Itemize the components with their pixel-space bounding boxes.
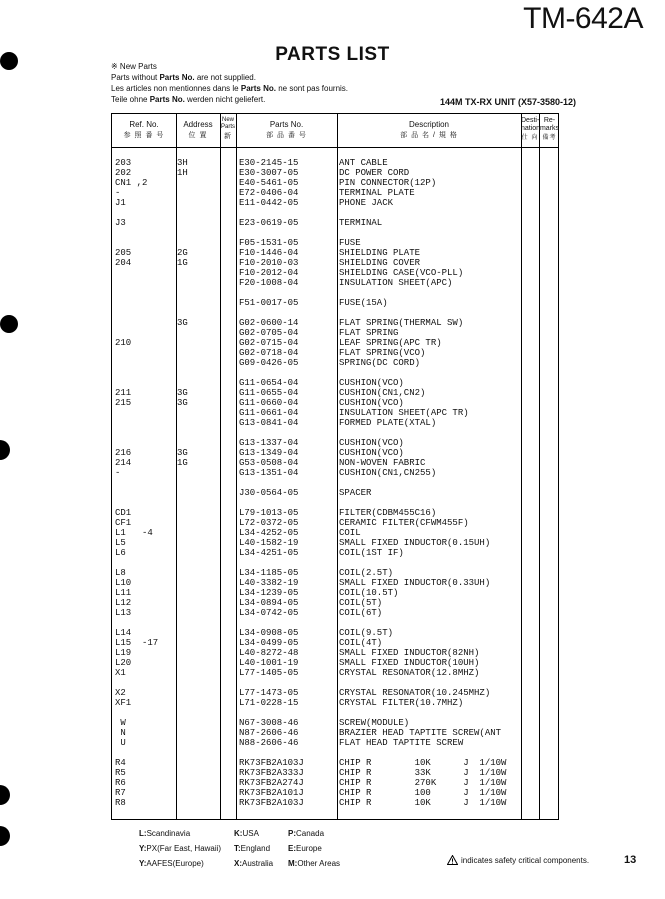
table-row: [112, 348, 558, 358]
safety-text: indicates safety critical components.: [461, 855, 590, 865]
ref-cell: X1: [115, 668, 126, 678]
ref-cell: L14: [115, 628, 132, 638]
legend-item: X:Australia: [234, 859, 274, 868]
legend-item: L:Scandinavia: [139, 829, 191, 838]
parts-no-cell: E30-3007-05: [239, 168, 299, 178]
address-cell: 3G: [177, 398, 188, 408]
parts-no-cell: G13-1351-04: [239, 468, 299, 478]
table-row: [112, 338, 558, 348]
table-row: [112, 528, 558, 538]
parts-no-cell: G11-0661-04: [239, 408, 299, 418]
table-row: [112, 418, 558, 428]
table-row: [112, 168, 558, 178]
parts-no-cell: L40-1582-19: [239, 538, 299, 548]
table-row: [112, 588, 558, 598]
description-cell: SMALL FIXED INDUCTOR(10UH): [339, 658, 480, 668]
table-row: [112, 358, 558, 368]
table-row: [112, 518, 558, 528]
warning-triangle-icon: [447, 855, 458, 865]
description-cell: CUSHION(CN1,CN255): [339, 468, 437, 478]
ref-cell: L1 -4: [115, 528, 153, 538]
description-cell: NON-WOVEN FABRIC: [339, 458, 426, 468]
description-cell: SHIELDING COVER: [339, 258, 421, 268]
table-row: [112, 158, 558, 168]
table-row: [112, 688, 558, 698]
parts-no-cell: L34-4251-05: [239, 548, 299, 558]
ref-cell: -: [115, 468, 121, 478]
parts-no-cell: L40-1001-19: [239, 658, 299, 668]
ref-cell: CF1: [115, 518, 132, 528]
ref-cell: R6: [115, 778, 126, 788]
parts-no-cell: L34-0499-05: [239, 638, 299, 648]
unit-label: 144M TX-RX UNIT (X57-3580-12): [440, 97, 577, 107]
ref-cell: L13: [115, 608, 132, 618]
parts-no-cell: G02-0718-04: [239, 348, 299, 358]
table-row: [112, 718, 558, 728]
table-row: [112, 798, 558, 808]
table-row: [112, 248, 558, 258]
table-row: [112, 548, 558, 558]
description-cell: FLAT SPRING(THERMAL SW): [339, 318, 464, 328]
description-cell: COIL(5T): [339, 598, 383, 608]
parts-no-cell: L77-1473-05: [239, 688, 299, 698]
description-cell: PHONE JACK: [339, 198, 394, 208]
header-address: Address 位 置: [183, 120, 213, 139]
parts-no-cell: L34-1239-05: [239, 588, 299, 598]
table-row: [112, 608, 558, 618]
description-cell: FLAT SPRING(VCO): [339, 348, 426, 358]
ref-cell: 211: [115, 388, 132, 398]
ref-cell: R4: [115, 758, 126, 768]
header-description: Description 部 品 名 / 規 格: [400, 120, 458, 139]
header-parts-no: Parts No. 部 品 番 号: [266, 120, 307, 139]
description-cell: SPACER: [339, 488, 372, 498]
parts-no-cell: F05-1531-05: [239, 238, 299, 248]
description-cell: CUSHION(VCO): [339, 438, 404, 448]
ref-cell: L5: [115, 538, 126, 548]
legend-item: Y:AAFES(Europe): [139, 859, 204, 868]
ref-cell: 202: [115, 168, 132, 178]
header-new: New Parts 新: [220, 117, 235, 140]
ref-cell: L6: [115, 548, 126, 558]
ref-cell: L11: [115, 588, 132, 598]
binder-hole: [0, 315, 18, 333]
ref-cell: L10: [115, 578, 132, 588]
description-cell: CHIP R 100 J 1/10W: [339, 788, 507, 798]
ref-cell: J3: [115, 218, 126, 228]
ref-cell: XF1: [115, 698, 132, 708]
table-row: [112, 488, 558, 498]
description-cell: FLAT HEAD TAPTITE SCREW: [339, 738, 464, 748]
note-line: Teile ohne Parts No. werden nicht geliefert.: [111, 95, 266, 104]
table-row: [112, 258, 558, 268]
table-row: [112, 438, 558, 448]
parts-no-cell: E11-0442-05: [239, 198, 299, 208]
description-cell: CUSHION(CN1,CN2): [339, 388, 426, 398]
parts-no-cell: L79-1013-05: [239, 508, 299, 518]
model-number: TM-642A: [523, 2, 643, 35]
table-row: [112, 268, 558, 278]
parts-no-cell: G11-0654-04: [239, 378, 299, 388]
address-cell: 1H: [177, 168, 188, 178]
legend-item: T:England: [234, 844, 271, 853]
ref-cell: -: [115, 188, 121, 198]
notes: [111, 61, 348, 105]
legend-item: E:Europe: [288, 844, 322, 853]
ref-cell: CD1: [115, 508, 132, 518]
table-row: [112, 238, 558, 248]
table-row: [112, 628, 558, 638]
parts-no-cell: N88-2606-46: [239, 738, 299, 748]
parts-no-cell: F10-2012-04: [239, 268, 299, 278]
ref-cell: U: [115, 738, 126, 748]
parts-no-cell: G11-0655-04: [239, 388, 299, 398]
parts-no-cell: G13-1349-04: [239, 448, 299, 458]
description-cell: BRAZIER HEAD TAPTITE SCREW(ANT: [339, 728, 502, 738]
table-row: [112, 698, 558, 708]
parts-no-cell: G02-0705-04: [239, 328, 299, 338]
table-row: [112, 738, 558, 748]
table-row: [112, 458, 558, 468]
description-cell: COIL: [339, 528, 361, 538]
ref-cell: CN1 ,2: [115, 178, 148, 188]
header-divider: [112, 147, 558, 148]
table-row: [112, 658, 558, 668]
legend-item: M:Other Areas: [288, 859, 341, 868]
table-row: [112, 758, 558, 768]
description-cell: CHIP R 270K J 1/10W: [339, 778, 507, 788]
parts-no-cell: RK73FB2A101J: [239, 788, 304, 798]
table-row: [112, 198, 558, 208]
description-cell: SHIELDING CASE(VCO-PLL): [339, 268, 464, 278]
parts-no-cell: F51-0017-05: [239, 298, 299, 308]
table-row: [112, 318, 558, 328]
parts-no-cell: RK73FB2A103J: [239, 798, 304, 808]
parts-no-cell: G09-0426-05: [239, 358, 299, 368]
note-line: ※ New Parts: [111, 62, 157, 71]
table-row: [112, 598, 558, 608]
address-cell: 3G: [177, 448, 188, 458]
table-row: [112, 648, 558, 658]
binder-hole: [0, 826, 10, 846]
parts-no-cell: L72-0372-05: [239, 518, 299, 528]
parts-no-cell: L71-0228-15: [239, 698, 299, 708]
legend-row: [139, 826, 340, 841]
description-cell: CERAMIC FILTER(CFWM455F): [339, 518, 469, 528]
description-cell: INSULATION SHEET(APC): [339, 278, 453, 288]
ref-cell: L20: [115, 658, 132, 668]
address-cell: 3G: [177, 318, 188, 328]
description-cell: DC POWER CORD: [339, 168, 410, 178]
description-cell: ANT CABLE: [339, 158, 388, 168]
description-cell: CRYSTAL RESONATOR(12.8MHZ): [339, 668, 480, 678]
table-row: [112, 668, 558, 678]
legend-item: Y:PX(Far East, Hawaii): [139, 844, 222, 853]
table-row: [112, 788, 558, 798]
description-cell: CUSHION(VCO): [339, 448, 404, 458]
parts-no-cell: E23-0619-05: [239, 218, 299, 228]
parts-no-cell: G13-1337-04: [239, 438, 299, 448]
table-row: [112, 378, 558, 388]
parts-no-cell: N67-3008-46: [239, 718, 299, 728]
description-cell: COIL(10.5T): [339, 588, 399, 598]
description-cell: SMALL FIXED INDUCTOR(0.15UH): [339, 538, 491, 548]
ref-cell: 215: [115, 398, 132, 408]
ref-cell: R7: [115, 788, 126, 798]
description-cell: COIL(6T): [339, 608, 383, 618]
description-cell: SPRING(DC CORD): [339, 358, 421, 368]
note-line: Les articles non mentionnes dans le Parts No. ne sont pas fournis.: [111, 84, 349, 93]
description-cell: TERMINAL PLATE: [339, 188, 415, 198]
table-row: [112, 388, 558, 398]
ref-cell: J1: [115, 198, 126, 208]
table-row: [112, 578, 558, 588]
description-cell: CUSHION(VCO): [339, 398, 404, 408]
parts-no-cell: F20-1008-04: [239, 278, 299, 288]
description-cell: SCREW(MODULE): [339, 718, 410, 728]
parts-no-cell: L34-0742-05: [239, 608, 299, 618]
description-cell: COIL(9.5T): [339, 628, 394, 638]
legend-row: [139, 856, 340, 871]
parts-no-cell: E40-5461-05: [239, 178, 299, 188]
table-row: [112, 538, 558, 548]
description-cell: FILTER(CDBM455C16): [339, 508, 437, 518]
binder-hole: [0, 440, 10, 460]
parts-no-cell: E72-0406-04: [239, 188, 299, 198]
note-line: Parts without Parts No. are not supplied.: [111, 73, 256, 82]
parts-no-cell: G53-0508-04: [239, 458, 299, 468]
ref-cell: L15 -17: [115, 638, 159, 648]
description-cell: CUSHION(VCO): [339, 378, 404, 388]
ref-cell: W: [115, 718, 126, 728]
ref-cell: L8: [115, 568, 126, 578]
address-cell: 3G: [177, 388, 188, 398]
table-row: [112, 778, 558, 788]
description-cell: CRYSTAL RESONATOR(10.245MHZ): [339, 688, 491, 698]
parts-no-cell: G02-0715-04: [239, 338, 299, 348]
description-cell: CHIP R 10K J 1/10W: [339, 798, 507, 808]
parts-no-cell: L40-3382-19: [239, 578, 299, 588]
description-cell: COIL(1ST IF): [339, 548, 404, 558]
parts-no-cell: G11-0660-04: [239, 398, 299, 408]
legend-item: K:USA: [234, 829, 259, 838]
parts-no-cell: L34-4252-05: [239, 528, 299, 538]
address-cell: 1G: [177, 258, 188, 268]
header-destination: Desti- nation 仕 向: [521, 117, 541, 141]
description-cell: FORMED PLATE(XTAL): [339, 418, 437, 428]
table-row: [112, 408, 558, 418]
parts-no-cell: L34-0908-05: [239, 628, 299, 638]
address-cell: 3H: [177, 158, 188, 168]
table-row: [112, 188, 558, 198]
description-cell: CHIP R 33K J 1/10W: [339, 768, 507, 778]
description-cell: FUSE: [339, 238, 361, 248]
description-cell: INSULATION SHEET(APC TR): [339, 408, 469, 418]
destination-legend: [139, 826, 340, 871]
binder-hole: [0, 785, 10, 805]
table-row: [112, 638, 558, 648]
address-cell: 2G: [177, 248, 188, 258]
parts-no-cell: N87-2606-46: [239, 728, 299, 738]
legend-row: [139, 841, 340, 856]
ref-cell: X2: [115, 688, 126, 698]
table-row: [112, 298, 558, 308]
table-row: [112, 278, 558, 288]
table-row: [112, 398, 558, 408]
description-cell: CRYSTAL FILTER(10.7MHZ): [339, 698, 464, 708]
parts-no-cell: F10-2010-03: [239, 258, 299, 268]
parts-no-cell: L34-0894-05: [239, 598, 299, 608]
description-cell: SMALL FIXED INDUCTOR(82NH): [339, 648, 480, 658]
description-cell: TERMINAL: [339, 218, 383, 228]
ref-cell: 210: [115, 338, 132, 348]
description-cell: CHIP R 10K J 1/10W: [339, 758, 507, 768]
parts-no-cell: RK73FB2A103J: [239, 758, 304, 768]
description-cell: COIL(4T): [339, 638, 383, 648]
parts-no-cell: L40-8272-48: [239, 648, 299, 658]
description-cell: PIN CONNECTOR(12P): [339, 178, 437, 188]
parts-no-cell: L34-1185-05: [239, 568, 299, 578]
ref-cell: R8: [115, 798, 126, 808]
parts-no-cell: RK73FB2A333J: [239, 768, 304, 778]
table-row: [112, 218, 558, 228]
description-cell: LEAF SPRING(APC TR): [339, 338, 442, 348]
ref-cell: R5: [115, 768, 126, 778]
table-row: [112, 728, 558, 738]
table-row: [112, 468, 558, 478]
safety-note: [447, 855, 589, 865]
table-row: [112, 768, 558, 778]
ref-cell: L12: [115, 598, 132, 608]
header-remarks: Re- marks 備考: [539, 117, 560, 141]
parts-no-cell: RK73FB2A274J: [239, 778, 304, 788]
ref-cell: L19: [115, 648, 132, 658]
legend-item: P:Canada: [288, 829, 325, 838]
description-cell: FUSE(15A): [339, 298, 388, 308]
table-row: [112, 568, 558, 578]
ref-cell: 205: [115, 248, 132, 258]
page-number: 13: [624, 854, 637, 866]
table-row: [112, 178, 558, 188]
ref-cell: 214: [115, 458, 132, 468]
parts-no-cell: F10-1446-04: [239, 248, 299, 258]
parts-no-cell: L77-1405-05: [239, 668, 299, 678]
header-ref: Ref. No. 参 照 番 号: [123, 120, 165, 139]
ref-cell: 204: [115, 258, 132, 268]
table-row: [112, 328, 558, 338]
table-row: [112, 448, 558, 458]
description-cell: COIL(2.5T): [339, 568, 394, 578]
page-title: PARTS LIST: [275, 44, 390, 65]
parts-no-cell: E30-2145-15: [239, 158, 299, 168]
table-row: [112, 508, 558, 518]
address-cell: 1G: [177, 458, 188, 468]
description-cell: FLAT SPRING: [339, 328, 399, 338]
ref-cell: 203: [115, 158, 132, 168]
parts-no-cell: G13-0841-04: [239, 418, 299, 428]
ref-cell: 216: [115, 448, 132, 458]
description-cell: SHIELDING PLATE: [339, 248, 421, 258]
parts-no-cell: J30-0564-05: [239, 488, 299, 498]
description-cell: SMALL FIXED INDUCTOR(0.33UH): [339, 578, 491, 588]
parts-no-cell: G02-0600-14: [239, 318, 299, 328]
ref-cell: N: [115, 728, 126, 738]
parts-table: [111, 113, 559, 820]
